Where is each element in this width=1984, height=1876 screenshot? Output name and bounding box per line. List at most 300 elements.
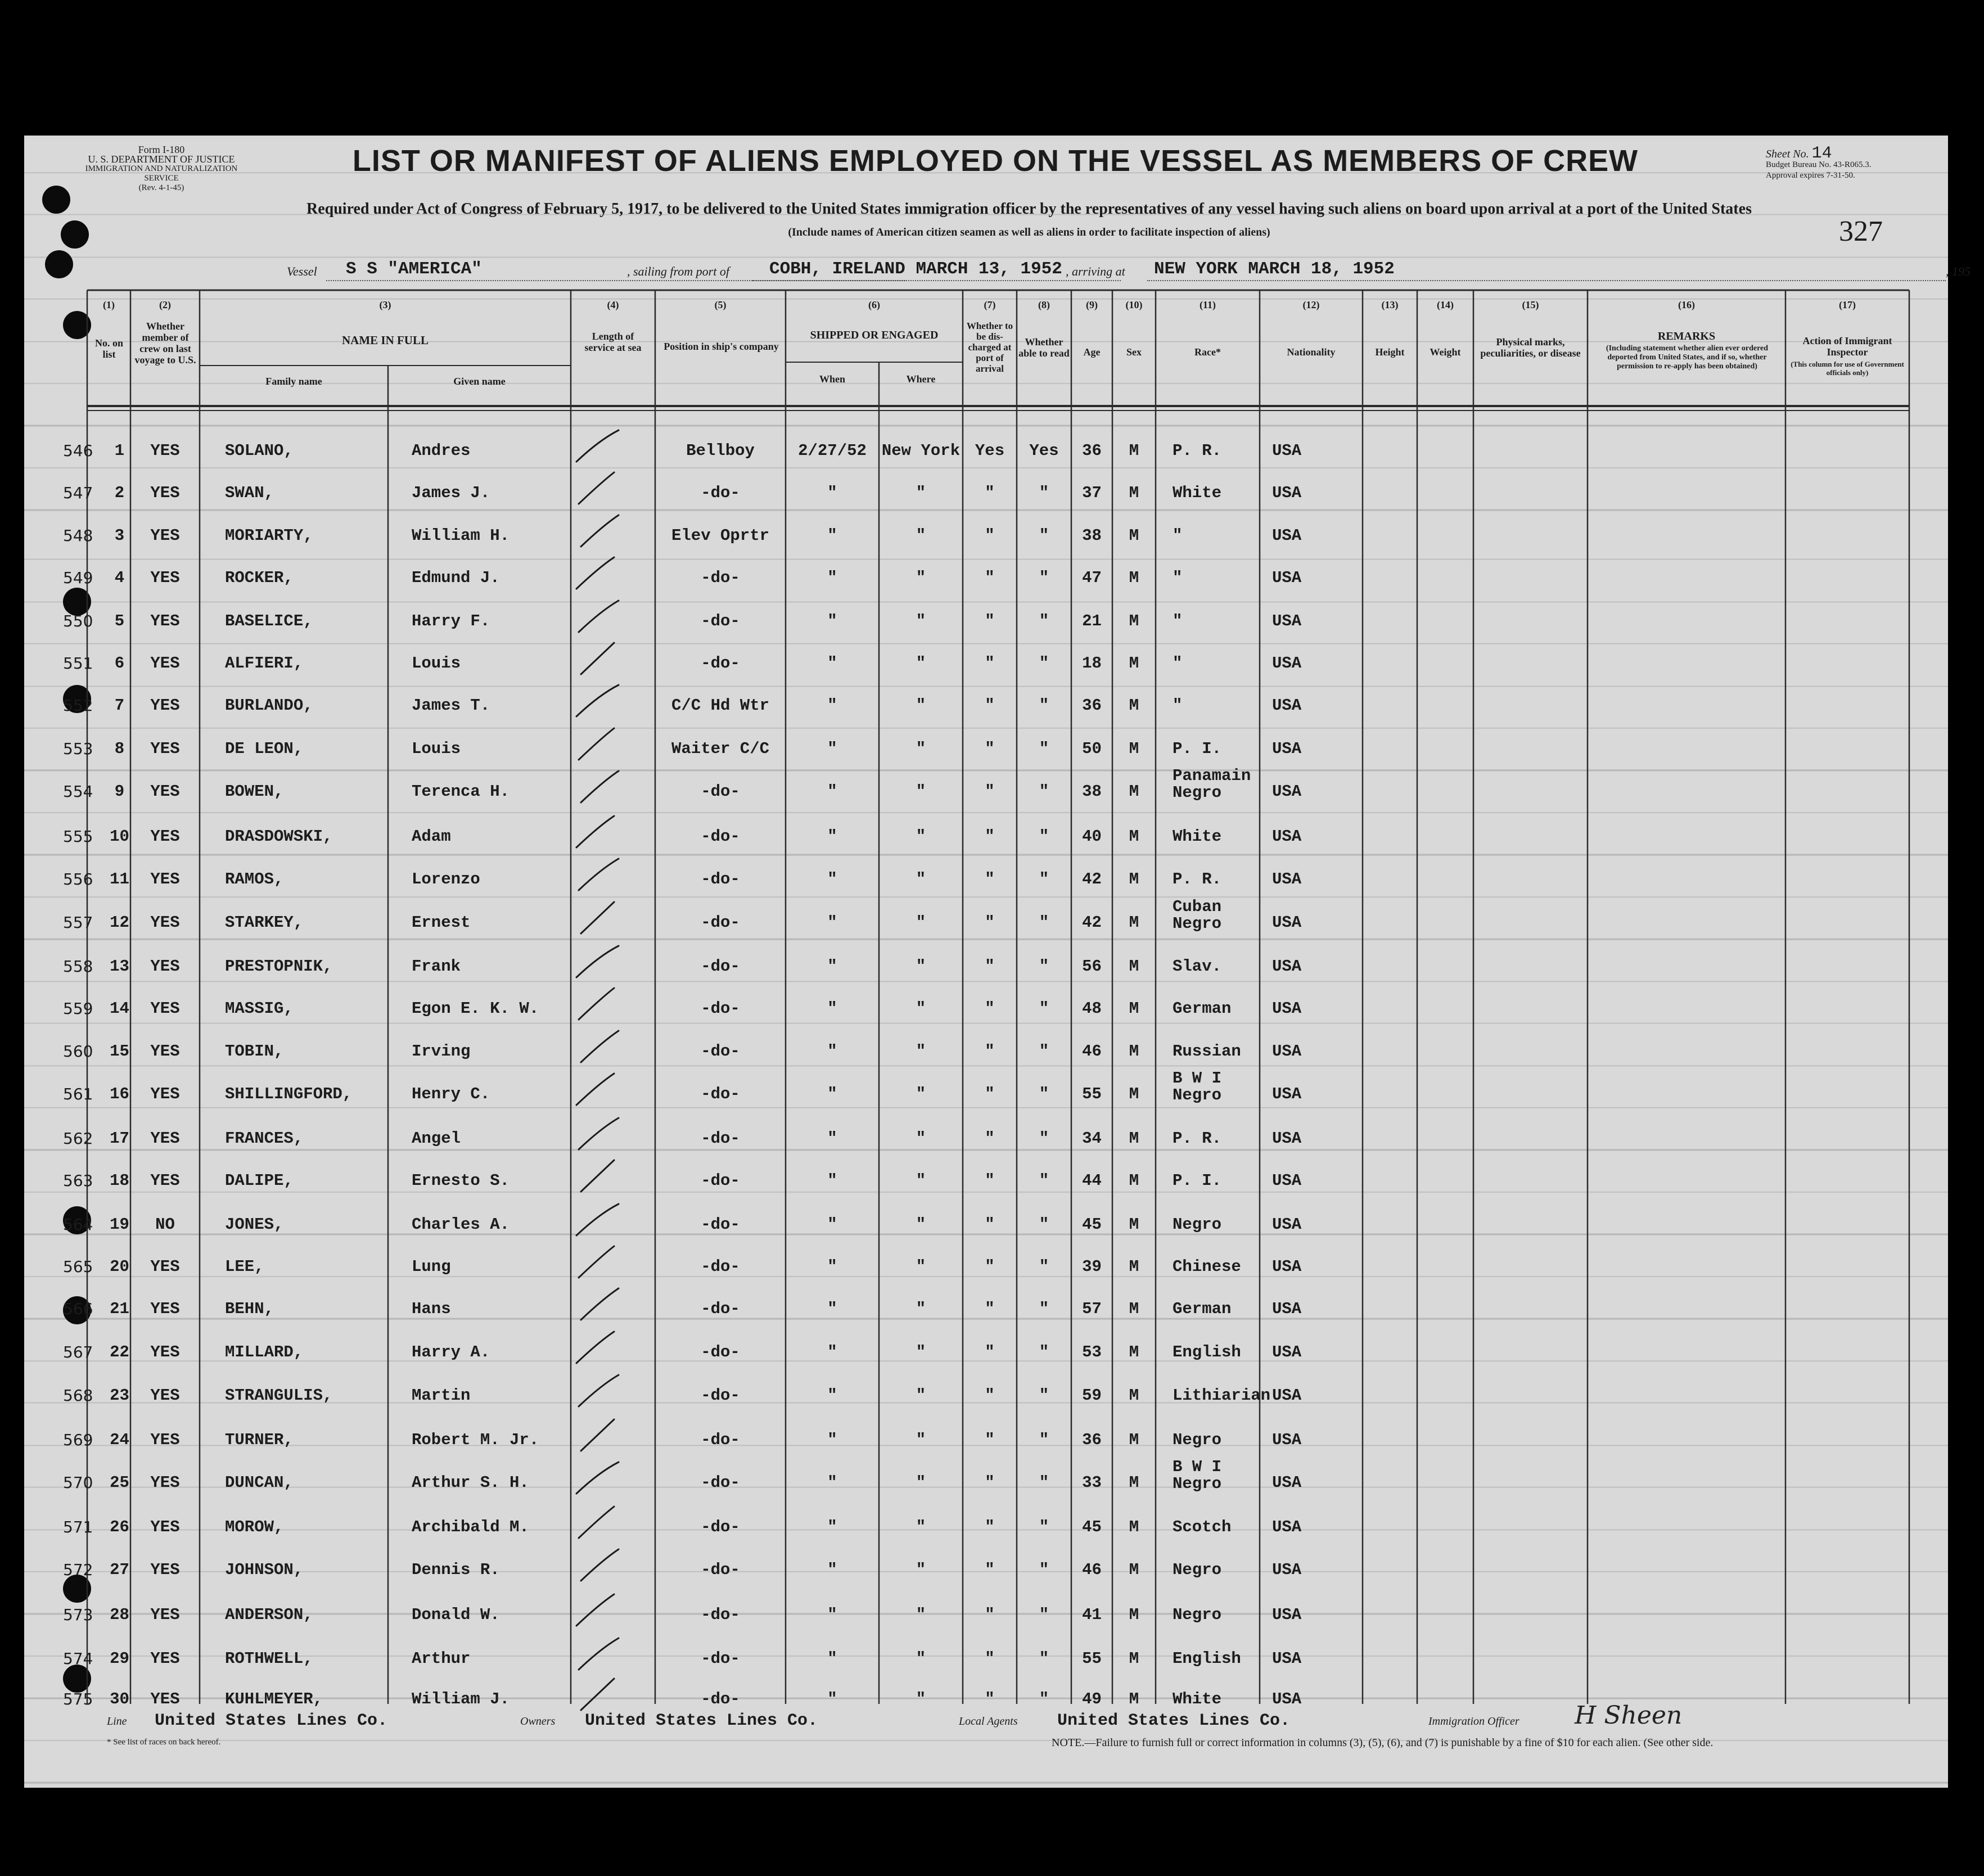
- age: 37: [1082, 484, 1102, 502]
- last-voyage: YES: [150, 441, 180, 460]
- shipped-where: ": [916, 957, 926, 976]
- position: -do-: [701, 1257, 740, 1276]
- sex: M: [1129, 1690, 1139, 1708]
- margin-number: 557: [63, 913, 93, 932]
- given-name: Harry A.: [412, 1343, 490, 1361]
- able-to-read: ": [1039, 1431, 1049, 1449]
- given-name: Ernest: [412, 913, 471, 932]
- shipped-where: ": [916, 1171, 926, 1190]
- race: ": [1173, 654, 1183, 673]
- able-to-read: ": [1039, 1042, 1049, 1061]
- header-where: Where: [906, 373, 936, 385]
- margin-number: 558: [63, 957, 93, 976]
- position: -do-: [701, 654, 740, 673]
- nationality: USA: [1272, 913, 1302, 932]
- shipped-where: ": [916, 782, 926, 801]
- nationality: USA: [1272, 484, 1302, 502]
- discharged: ": [985, 1129, 995, 1148]
- margin-number: 571: [63, 1518, 93, 1536]
- shipped-when: ": [827, 1386, 837, 1405]
- last-voyage: YES: [150, 1300, 180, 1318]
- race: ": [1173, 696, 1183, 715]
- shipped-when: ": [827, 1300, 837, 1318]
- last-voyage: YES: [150, 1085, 180, 1103]
- shipped-when: ": [827, 612, 837, 630]
- age: 55: [1082, 1085, 1102, 1103]
- age: 46: [1082, 1042, 1102, 1061]
- header-age: Age: [1083, 346, 1101, 358]
- sex: M: [1129, 739, 1139, 758]
- column-number: (4): [607, 299, 619, 310]
- family-name: DALIPE,: [225, 1171, 294, 1190]
- last-voyage: YES: [150, 1042, 180, 1061]
- discharged: ": [985, 1300, 995, 1318]
- able-to-read: ": [1039, 1386, 1049, 1405]
- margin-number: 561: [63, 1085, 93, 1103]
- arriving-value: NEW YORK MARCH 18, 1952: [1154, 259, 1395, 279]
- given-name: Harry F.: [412, 612, 490, 630]
- race: P. R.: [1173, 870, 1222, 889]
- nationality: USA: [1272, 441, 1302, 460]
- position: -do-: [701, 827, 740, 846]
- row-number: 19: [110, 1215, 129, 1234]
- discharged: ": [985, 782, 995, 801]
- sex: M: [1129, 1649, 1139, 1668]
- able-to-read: ": [1039, 1300, 1049, 1318]
- last-voyage: YES: [150, 1690, 180, 1708]
- vessel-name: S S "AMERICA": [346, 259, 482, 279]
- position: Bellboy: [686, 441, 755, 460]
- row-number: 14: [110, 999, 129, 1018]
- sex: M: [1129, 526, 1139, 545]
- sex: M: [1129, 1300, 1139, 1318]
- able-to-read: ": [1039, 1518, 1049, 1536]
- able-to-read: Yes: [1029, 441, 1059, 460]
- race: Slav.: [1173, 957, 1222, 976]
- header-height: Height: [1375, 346, 1405, 358]
- nationality: USA: [1272, 654, 1302, 673]
- sheet-info: [1766, 144, 1872, 181]
- nationality: USA: [1272, 782, 1302, 801]
- nationality: USA: [1272, 1606, 1302, 1624]
- position: -do-: [701, 999, 740, 1018]
- discharged: ": [985, 957, 995, 976]
- row-number: 27: [110, 1561, 129, 1579]
- nationality: USA: [1272, 1343, 1302, 1361]
- shipped-when: ": [827, 526, 837, 545]
- discharged: ": [985, 696, 995, 715]
- nationality: USA: [1272, 739, 1302, 758]
- position: -do-: [701, 1473, 740, 1492]
- given-name: Dennis R.: [412, 1561, 500, 1579]
- header-remarks: REMARKS: [1657, 330, 1716, 342]
- shipped-when: ": [827, 913, 837, 932]
- column-number: (10): [1125, 299, 1143, 310]
- column-number: (14): [1437, 299, 1454, 310]
- department-name: U. S. DEPARTMENT OF JUSTICE: [88, 154, 235, 165]
- family-name: MORIARTY,: [225, 526, 313, 545]
- header-position: Position in ship's company: [664, 341, 779, 352]
- able-to-read: ": [1039, 696, 1049, 715]
- header-shipped-engaged: SHIPPED OR ENGAGED: [810, 329, 939, 341]
- shipped-where: ": [916, 1215, 926, 1234]
- sex: M: [1129, 1257, 1139, 1276]
- vessel-label: Vessel: [287, 264, 317, 278]
- column-number: (12): [1302, 299, 1320, 310]
- margin-number: 551: [63, 654, 93, 673]
- row-number: 21: [110, 1300, 129, 1318]
- position: -do-: [701, 782, 740, 801]
- position: -do-: [701, 1518, 740, 1536]
- shipped-where: ": [916, 1085, 926, 1103]
- arriving-underline: [1147, 280, 1946, 281]
- header-sex: Sex: [1126, 346, 1142, 358]
- row-number: 11: [110, 870, 129, 889]
- row-number: 18: [110, 1171, 129, 1190]
- sailing-underline: [752, 280, 1121, 281]
- shipped-where: ": [916, 1300, 926, 1318]
- last-voyage: YES: [150, 1518, 180, 1536]
- form-identifier: [69, 145, 254, 193]
- sex: M: [1129, 1431, 1139, 1449]
- shipped-where: ": [916, 1649, 926, 1668]
- race: P. I.: [1173, 1171, 1222, 1190]
- nationality: USA: [1272, 1171, 1302, 1190]
- shipped-when: ": [827, 739, 837, 758]
- margin-number: 555: [63, 827, 93, 846]
- header-name-in-full: NAME IN FULL: [341, 333, 429, 347]
- age: 41: [1082, 1606, 1102, 1624]
- sex: M: [1129, 1215, 1139, 1234]
- punch-hole: [42, 186, 70, 214]
- family-name: MASSIG,: [225, 999, 294, 1018]
- local-agents-value: United States Lines Co.: [1057, 1711, 1291, 1730]
- shipped-when: ": [827, 1042, 837, 1061]
- shipped-when: ": [827, 696, 837, 715]
- family-name: MOROW,: [225, 1518, 284, 1536]
- margin-number: 553: [63, 739, 93, 758]
- margin-number: 556: [63, 870, 93, 889]
- discharged: Yes: [975, 441, 1005, 460]
- header-action-note: (This column for use of Government officials only): [1791, 360, 1904, 377]
- family-name: RAMOS,: [225, 870, 284, 889]
- age: 36: [1082, 1431, 1102, 1449]
- column-number: (9): [1086, 299, 1098, 310]
- last-voyage: YES: [150, 739, 180, 758]
- page-title: LIST OR MANIFEST OF ALIENS EMPLOYED ON THE VESSEL AS MEMBERS OF CREW: [352, 144, 1639, 178]
- able-to-read: ": [1039, 526, 1049, 545]
- age: 45: [1082, 1215, 1102, 1234]
- margin-number: 565: [63, 1257, 93, 1276]
- able-to-read: ": [1039, 739, 1049, 758]
- age: 46: [1082, 1561, 1102, 1579]
- row-number: 22: [110, 1343, 129, 1361]
- fine-note: NOTE.—Failure to furnish full or correct information in columns (3), (5), (6), and (7) is punishable by a fine of $10 for each alien. (See other side.: [1052, 1737, 1714, 1749]
- position: -do-: [701, 612, 740, 630]
- position: Waiter C/C: [671, 739, 770, 758]
- given-name: Ernesto S.: [412, 1171, 510, 1190]
- row-number: 30: [110, 1690, 129, 1708]
- shipped-where: ": [916, 484, 926, 502]
- given-name: Robert M. Jr.: [412, 1431, 539, 1449]
- race: German: [1173, 999, 1232, 1018]
- age: 44: [1082, 1171, 1102, 1190]
- column-number: (7): [984, 299, 996, 310]
- age: 57: [1082, 1300, 1102, 1318]
- able-to-read: ": [1039, 612, 1049, 630]
- column-number: (15): [1522, 299, 1539, 310]
- able-to-read: ": [1039, 1473, 1049, 1492]
- shipped-where: ": [916, 1606, 926, 1624]
- shipped-where: ": [916, 569, 926, 587]
- given-name: Irving: [412, 1042, 471, 1061]
- race: Lithiarian: [1173, 1386, 1271, 1405]
- row-number: 13: [110, 957, 129, 976]
- sex: M: [1129, 654, 1139, 673]
- family-name: JOHNSON,: [225, 1561, 304, 1579]
- nationality: USA: [1272, 1300, 1302, 1318]
- sex: M: [1129, 913, 1139, 932]
- race: ": [1173, 612, 1183, 630]
- last-voyage: YES: [150, 569, 180, 587]
- family-name: DE LEON,: [225, 739, 304, 758]
- row-number: 4: [114, 569, 125, 587]
- race: Panamain: [1173, 766, 1251, 785]
- sex: M: [1129, 827, 1139, 846]
- row-number: 10: [110, 827, 129, 846]
- position: -do-: [701, 1690, 740, 1708]
- given-name: James T.: [412, 696, 490, 715]
- header-discharged: Whether to be dis-charged at port of arrival: [966, 321, 1013, 374]
- last-voyage: YES: [150, 1606, 180, 1624]
- race: P. R.: [1173, 441, 1222, 460]
- age: 49: [1082, 1690, 1102, 1708]
- family-name: STRANGULIS,: [225, 1386, 333, 1405]
- officer-signature: H Sheen: [1575, 1701, 1683, 1730]
- family-name: ROCKER,: [225, 569, 294, 587]
- age: 48: [1082, 999, 1102, 1018]
- margin-number: 574: [63, 1649, 93, 1668]
- shipped-when: ": [827, 870, 837, 889]
- able-to-read: ": [1039, 1561, 1049, 1579]
- able-to-read: ": [1039, 1606, 1049, 1624]
- row-number: 3: [114, 526, 125, 545]
- shipped-when: ": [827, 1431, 837, 1449]
- line-label: Line: [107, 1715, 127, 1728]
- sex: M: [1129, 999, 1139, 1018]
- header-action: Action of Immigrant Inspector: [1802, 335, 1892, 358]
- row-number: 24: [110, 1431, 129, 1449]
- sex: M: [1129, 1561, 1139, 1579]
- column-number: (16): [1678, 299, 1695, 310]
- sex: M: [1129, 1085, 1139, 1103]
- race-line-2: Negro: [1173, 1086, 1222, 1104]
- margin-number: 563: [63, 1171, 93, 1190]
- nationality: USA: [1272, 1257, 1302, 1276]
- row-number: 28: [110, 1606, 129, 1624]
- service-name: IMMIGRATION AND NATURALIZATION SERVICE: [85, 164, 238, 183]
- shipped-where: ": [916, 526, 926, 545]
- row-number: 23: [110, 1386, 129, 1405]
- margin-number: 549: [63, 569, 93, 587]
- header-last-voyage: Whether member of crew on last voyage to U.S.: [134, 321, 196, 366]
- last-voyage: YES: [150, 1561, 180, 1579]
- sex: M: [1129, 612, 1139, 630]
- row-number: 2: [114, 484, 125, 502]
- nationality: USA: [1272, 1085, 1302, 1103]
- given-name: Martin: [412, 1386, 471, 1405]
- column-number: (11): [1200, 299, 1216, 310]
- shipped-where: ": [916, 696, 926, 715]
- margin-number: 572: [63, 1561, 93, 1579]
- race: White: [1173, 484, 1222, 502]
- row-number: 15: [110, 1042, 129, 1061]
- shipped-when: ": [827, 1518, 837, 1536]
- given-name: Louis: [412, 739, 461, 758]
- row-number: 1: [114, 441, 125, 460]
- race-line-2: Negro: [1173, 914, 1222, 933]
- last-voyage: YES: [150, 827, 180, 846]
- discharged: ": [985, 1343, 995, 1361]
- given-name: James J.: [412, 484, 490, 502]
- punch-hole: [63, 1665, 91, 1693]
- family-name: JONES,: [225, 1215, 284, 1234]
- sex: M: [1129, 696, 1139, 715]
- race: Russian: [1173, 1042, 1241, 1061]
- shipped-when: ": [827, 1085, 837, 1103]
- margin-number: 560: [63, 1042, 93, 1061]
- row-number: 25: [110, 1473, 129, 1492]
- shipped-where: ": [916, 827, 926, 846]
- family-name: BASELICE,: [225, 612, 313, 630]
- family-name: MILLARD,: [225, 1343, 304, 1361]
- able-to-read: ": [1039, 484, 1049, 502]
- able-to-read: ": [1039, 1257, 1049, 1276]
- shipped-when: ": [827, 999, 837, 1018]
- family-name: TOBIN,: [225, 1042, 284, 1061]
- given-name: Frank: [412, 957, 461, 976]
- race: P. I.: [1173, 739, 1222, 758]
- age: 45: [1082, 1518, 1102, 1536]
- races-note: * See list of races on back hereof.: [107, 1738, 221, 1747]
- position: -do-: [701, 1649, 740, 1668]
- sex: M: [1129, 569, 1139, 587]
- family-name: SOLANO,: [225, 441, 294, 460]
- shipped-when: ": [827, 1129, 837, 1148]
- family-name: DRASDOWSKI,: [225, 827, 333, 846]
- last-voyage: YES: [150, 913, 180, 932]
- header-family-name: Family name: [265, 376, 322, 387]
- approval-expiry: Approval expires 7-31-50.: [1766, 171, 1855, 180]
- age: 42: [1082, 870, 1102, 889]
- sex: M: [1129, 1129, 1139, 1148]
- column-number: (8): [1038, 299, 1050, 310]
- able-to-read: ": [1039, 1085, 1049, 1103]
- subtitle: Required under Act of Congress of February 5, 1917, to be delivered to the United States immigration officer by the representatives of any vessel having such aliens on board upon arrival at a port of the United States: [306, 200, 1752, 218]
- shipped-where: ": [916, 1343, 926, 1361]
- age: 50: [1082, 739, 1102, 758]
- able-to-read: ": [1039, 1343, 1049, 1361]
- age: 55: [1082, 1649, 1102, 1668]
- shipped-where: ": [916, 654, 926, 673]
- header-weight: Weight: [1430, 346, 1461, 358]
- sex: M: [1129, 870, 1139, 889]
- age: 56: [1082, 957, 1102, 976]
- header-given-name: Given name: [453, 376, 506, 387]
- shipped-when: ": [827, 1690, 837, 1708]
- header-remarks-note: (Including statement whether alien ever ordered deported from United States, and if so, whether permission to re-apply has been obtained): [1606, 344, 1769, 371]
- race-line-2: Negro: [1173, 1474, 1222, 1493]
- shipped-where: ": [916, 1042, 926, 1061]
- able-to-read: ": [1039, 827, 1049, 846]
- age: 34: [1082, 1129, 1102, 1148]
- position: -do-: [701, 913, 740, 932]
- local-agents-label: Local Agents: [959, 1715, 1018, 1728]
- vessel-line: [281, 259, 1971, 281]
- last-voyage: YES: [150, 782, 180, 801]
- family-name: BOWEN,: [225, 782, 284, 801]
- position: -do-: [701, 1343, 740, 1361]
- given-name: Angel: [412, 1129, 461, 1148]
- margin-number: 554: [63, 782, 93, 801]
- row-number: 16: [110, 1085, 129, 1103]
- sex: M: [1129, 441, 1139, 460]
- sex: M: [1129, 1343, 1139, 1361]
- discharged: ": [985, 1386, 995, 1405]
- row-number: 29: [110, 1649, 129, 1668]
- form-number: Form I-180: [138, 144, 185, 155]
- last-voyage: YES: [150, 654, 180, 673]
- able-to-read: ": [1039, 782, 1049, 801]
- able-to-read: ": [1039, 999, 1049, 1018]
- given-name: Hans: [412, 1300, 451, 1318]
- race: Scotch: [1173, 1518, 1232, 1536]
- given-name: William H.: [412, 526, 510, 545]
- age: 59: [1082, 1386, 1102, 1405]
- margin-number: 564: [63, 1215, 93, 1234]
- able-to-read: ": [1039, 1690, 1049, 1708]
- sheet-number: 14: [1811, 144, 1832, 163]
- position: -do-: [701, 1215, 740, 1234]
- shipped-when: ": [827, 1215, 837, 1234]
- margin-number: 546: [63, 441, 93, 460]
- shipped-when: ": [827, 654, 837, 673]
- shipped-where: ": [916, 1518, 926, 1536]
- punch-hole: [63, 311, 91, 339]
- sex: M: [1129, 957, 1139, 976]
- sex: M: [1129, 1606, 1139, 1624]
- discharged: ": [985, 1085, 995, 1103]
- nationality: USA: [1272, 957, 1302, 976]
- row-number: 6: [114, 654, 125, 673]
- race: Negro: [1173, 1431, 1222, 1449]
- page-number: 327: [1839, 215, 1883, 247]
- last-voyage: YES: [150, 1473, 180, 1492]
- age: 36: [1082, 696, 1102, 715]
- header-physical-marks: Physical marks, peculiarities, or disease: [1480, 336, 1581, 359]
- shipped-where: New York: [881, 441, 961, 460]
- subtitle-note: (Include names of American citizen seamen as well as aliens in order to facilitate inspection of aliens): [788, 226, 1270, 238]
- nationality: USA: [1272, 1518, 1302, 1536]
- given-name: William J.: [412, 1690, 510, 1708]
- age: 39: [1082, 1257, 1102, 1276]
- last-voyage: YES: [150, 1649, 180, 1668]
- shipped-where: ": [916, 1257, 926, 1276]
- given-name: Louis: [412, 654, 461, 673]
- given-name: Egon E. K. W.: [412, 999, 539, 1018]
- family-name: SHILLINGFORD,: [225, 1085, 353, 1103]
- given-name: Arthur: [412, 1649, 471, 1668]
